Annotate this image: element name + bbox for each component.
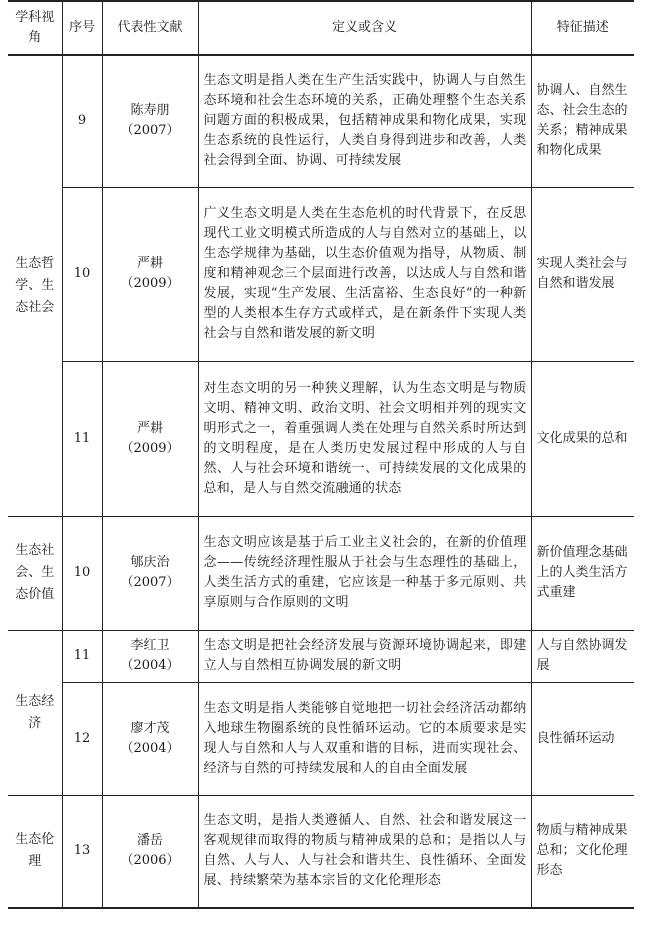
- definition-cell: 广义生态文明是人类在生态危机的时代背景下，在反思现代工业文明模式所造成的人与自然对立的基础上，以生态学规律为基础，以生态价值观为指导，从物质、制度和精神观念三个层面进行改善，以达成人与自然和谐发展，实现“生产发展、生活富裕、生态良好”的一种新型的人类根本生存方式或样式，是在新条件下实现人类社会与自然和谐发展的新文明: [198, 187, 531, 361]
- definition-cell: 对生态文明的另一种狭义理解，认为生态文明是与物质文明、精神文明、政治文明、社会文明相并列的现实文明形式之一，着重强调人类在处理与自然关系时所达到的文明程度，是在人类历史发展过程中形成的人与自然、人与社会环境和谐统一、可持续发展的文化成果的总和，是人与自然交流融通的状态: [198, 361, 531, 516]
- reference-year: （2007）: [120, 123, 180, 139]
- reference-cell: [102, 795, 198, 908]
- table-row: [8, 516, 634, 630]
- features-cell: 新价值理念基础上的人类生活方式重建: [531, 516, 634, 630]
- discipline-cell: 生态伦理: [8, 795, 62, 908]
- reference-author: 郇庆治: [130, 555, 170, 570]
- discipline-cell: 生态经济: [8, 630, 62, 795]
- table-row: [8, 630, 634, 682]
- reference-year: （2004）: [120, 658, 180, 673]
- reference-year: （2006）: [120, 853, 180, 869]
- reference-author: 陈寿朋: [130, 103, 170, 119]
- reference-year: （2009）: [120, 440, 180, 456]
- features-cell: 协调人、自然生态、社会生态的关系；精神成果和物化成果: [531, 55, 634, 187]
- definition-cell: 生态文明是把社会经济发展与资源环境协调起来，即建立人与自然相互协调发展的新文明: [198, 630, 531, 682]
- row-number: 11: [62, 630, 102, 682]
- row-number: 12: [62, 682, 102, 795]
- reference-author: 严耕: [136, 420, 163, 436]
- features-cell: 人与自然协调发展: [531, 630, 634, 682]
- reference-cell: [102, 516, 198, 630]
- definition-cell: 生态文明，是指人类遵循人、自然、社会和谐发展这一客观规律而取得的物质与精神成果的总和；是指以人与自然、人与人、人与社会和谐共生、良性循环、全面发展、持续繁荣为基本宗旨的文化伦理形态: [198, 795, 531, 908]
- table-row: [8, 55, 634, 187]
- row-number: 9: [62, 55, 102, 187]
- reference-author: 严耕: [136, 256, 163, 271]
- row-number: 10: [62, 187, 102, 361]
- definition-cell: 生态文明应该是基于后工业主义社会的，在新的价值理念——传统经济理性服从于社会与生态理性的基础上，人类生活方式的重建，它应该是一种基于多元原则、共享原则与合作原则的文明: [198, 516, 531, 630]
- row-number: 11: [62, 361, 102, 516]
- header-no: 序号: [62, 1, 102, 55]
- reference-year: （2009）: [120, 276, 180, 291]
- header-definition: 定义或含义: [198, 1, 531, 55]
- reference-cell: [102, 361, 198, 516]
- reference-author: 潘岳: [136, 833, 163, 849]
- header-features: 特征描述: [531, 1, 634, 55]
- features-cell: 物质与精神成果总和；文化伦理形态: [531, 795, 634, 908]
- table-header-row: [8, 1, 634, 55]
- definitions-table: [8, 0, 634, 909]
- discipline-cell: 生态哲学、生态社会: [8, 55, 62, 516]
- reference-cell: [102, 55, 198, 187]
- table-row: [8, 361, 634, 516]
- table-row: [8, 187, 634, 361]
- definition-cell: 生态文明是指人类在生产生活实践中，协调人与自然生态环境和社会生态环境的关系，正确处理整个生态关系问题方面的积极成果，包括精神成果和物化成果，实现生态系统的良性运行，人类自身得到进步和改善，人类社会得到全面、协调、可持续发展: [198, 55, 531, 187]
- discipline-cell: 生态社会、生态价值: [8, 516, 62, 630]
- reference-cell: [102, 187, 198, 361]
- table-row: [8, 795, 634, 908]
- reference-author: 李红卫: [130, 638, 170, 653]
- row-number: 10: [62, 516, 102, 630]
- definition-cell: 生态文明是指人类能够自觉地把一切社会经济活动都纳入地球生物圈系统的良性循环运动。它的本质要求是实现人与自然和人与人双重和谐的目标，进而实现社会、经济与自然的可持续发展和人的自由全面发展: [198, 682, 531, 795]
- header-reference: 代表性文献: [102, 1, 198, 55]
- features-cell: 实现人类社会与自然和谐发展: [531, 187, 634, 361]
- row-number: 13: [62, 795, 102, 908]
- features-cell: 文化成果的总和: [531, 361, 634, 516]
- reference-cell: [102, 682, 198, 795]
- reference-year: （2007）: [120, 575, 180, 590]
- features-cell: 良性循环运动: [531, 682, 634, 795]
- reference-cell: [102, 630, 198, 682]
- reference-year: （2004）: [120, 740, 180, 756]
- header-discipline: 学科视角: [8, 1, 62, 55]
- table-row: [8, 682, 634, 795]
- reference-author: 廖才茂: [130, 720, 170, 736]
